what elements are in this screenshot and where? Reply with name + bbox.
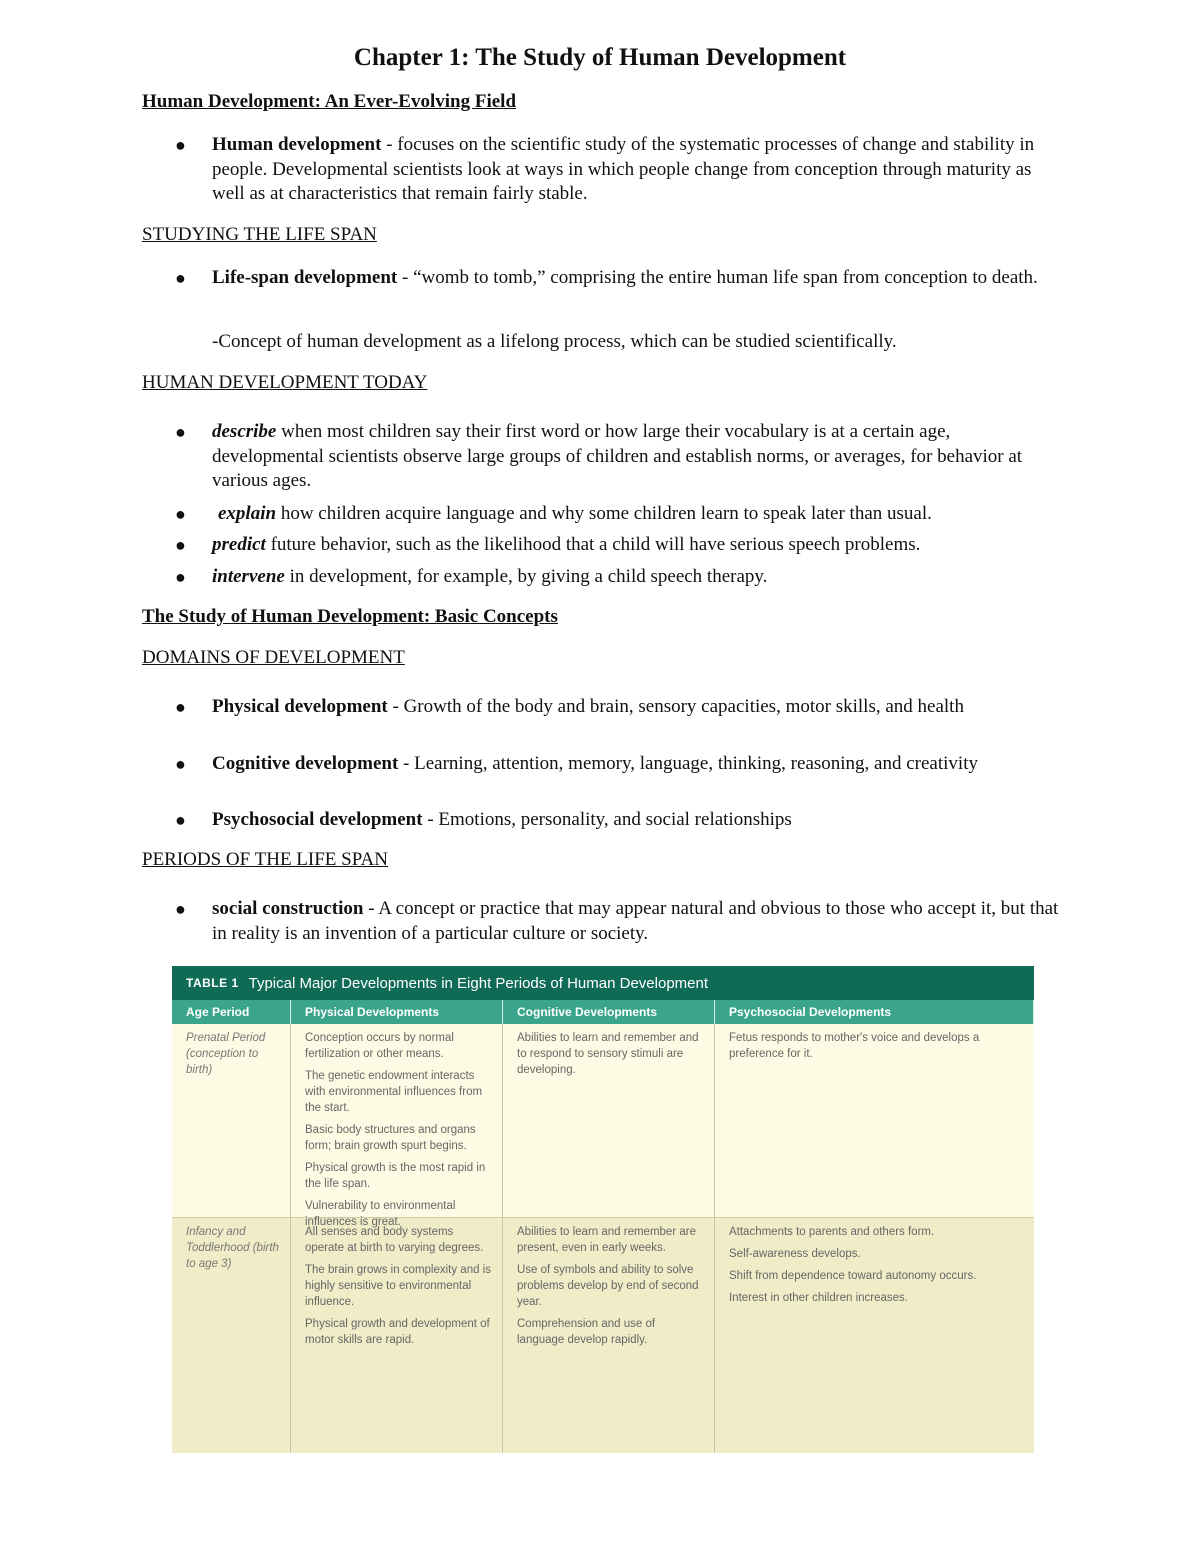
table-cell-cognitive (503, 1024, 715, 1217)
cell-line: Fetus responds to mother's voice and develops a preference for it. (729, 1032, 980, 1060)
cell-line: Conception occurs by normal fertilization or other means. (305, 1032, 454, 1060)
table-title-bar (172, 966, 1034, 1000)
definition: when most children say their first word or how large their vocabulary is at a certain age, developmental scientists observe large groups of children and establish norms, or averages, for behavior at various ages. (212, 421, 1023, 491)
cell-line: Basic body structures and organs form; brain growth spurt begins. (305, 1124, 476, 1152)
definition: - “womb to tomb,” comprising the entire human life span from conception to death. (397, 267, 1038, 288)
bullet-icon: ● (175, 697, 186, 717)
list-item-social-construction (175, 897, 1062, 946)
definition: in development, for example, by giving a child speech therapy. (284, 566, 768, 587)
cell-line: Comprehension and use of language develop rapidly. (517, 1318, 656, 1346)
bullet-icon: ● (175, 422, 186, 442)
bullet-icon: ● (175, 899, 186, 919)
cell-line: Use of symbols and ability to solve problems develop by end of second year. (517, 1264, 699, 1308)
cell-line: Interest in other children increases. (729, 1292, 908, 1304)
bullet-icon: ● (175, 567, 186, 587)
section-heading-field: Human Development: An Ever-Evolving Field (142, 91, 517, 112)
definition: - Emotions, personality, and social relationships (422, 809, 792, 830)
definition: - Learning, attention, memory, language, thinking, reasoning, and creativity (398, 753, 978, 774)
definition: future behavior, such as the likelihood that a child will have serious speech problems. (265, 534, 921, 555)
table-header-cell: Age Period (172, 1000, 291, 1024)
list-item-explain (175, 502, 1062, 527)
cell-line: All senses and body systems operate at birth to varying degrees. (305, 1226, 484, 1254)
cell-line: Shift from dependence toward autonomy occurs. (729, 1270, 977, 1282)
table-cell-physical (291, 1218, 503, 1453)
cell-line: Physical growth is the most rapid in the life span. (305, 1162, 486, 1190)
bullet-icon: ● (175, 135, 186, 155)
table-cell-psychosocial (715, 1218, 1034, 1453)
table-cell-cognitive (503, 1218, 715, 1453)
term: intervene (212, 566, 285, 587)
bullet-icon: ● (175, 268, 186, 288)
table-label: TABLE 1 (186, 976, 239, 990)
cell-line: The brain grows in complexity and is highly sensitive to environmental influence. (305, 1264, 491, 1308)
table-header-cell: Psychosocial Developments (715, 1000, 1034, 1024)
cell-line: Abilities to learn and remember are present, even in early weeks. (517, 1226, 696, 1254)
list-item-predict (175, 533, 1062, 558)
table-row (172, 1218, 1034, 1453)
table-row (172, 1024, 1034, 1228)
development-table-image (172, 966, 1034, 1452)
list-item-describe (175, 420, 1062, 494)
list-item-human-development (175, 133, 1062, 207)
list-item-psychosocial-development (175, 808, 1062, 833)
bullet-icon: ● (175, 504, 186, 524)
cell-line: Physical growth and development of motor skills are rapid. (305, 1318, 490, 1346)
subheading-domains: DOMAINS OF DEVELOPMENT (142, 647, 405, 668)
term: Cognitive development (212, 753, 399, 774)
definition: how children acquire language and why some children learn to speak later than usual. (276, 503, 932, 524)
bullet-icon: ● (175, 535, 186, 555)
table-header-cell: Physical Developments (291, 1000, 503, 1024)
bullet-icon: ● (175, 810, 186, 830)
cell-line: Abilities to learn and remember and to respond to sensory stimuli are developing. (517, 1032, 699, 1076)
list-item-intervene (175, 565, 1062, 590)
table-cell-physical (291, 1024, 503, 1228)
table-title: Typical Major Developments in Eight Periods of Human Development (248, 974, 709, 992)
term: Physical development (212, 696, 388, 717)
cell-line: Self-awareness develops. (729, 1248, 861, 1260)
subheading-periods: PERIODS OF THE LIFE SPAN (142, 849, 388, 870)
list-item-cognitive-development (175, 752, 1062, 777)
list-item-life-span-development (175, 266, 1062, 291)
page-title: Chapter 1: The Study of Human Development (353, 44, 847, 71)
term: explain (218, 503, 277, 524)
bullet-icon: ● (175, 754, 186, 774)
term: predict (212, 534, 266, 555)
table-cell-age: Infancy and Toddlerhood (birth to age 3) (172, 1218, 291, 1453)
table-cell-psychosocial (715, 1024, 1034, 1217)
term: social construction (212, 898, 364, 919)
table-header-row (172, 1000, 1034, 1024)
term: Human development (212, 134, 382, 155)
table-cell-age: Prenatal Period (conception to birth) (172, 1024, 291, 1217)
table-header-cell: Cognitive Developments (503, 1000, 715, 1024)
cell-line: Vulnerability to environmental influences is great. (305, 1200, 456, 1228)
note-lifelong-process: -Concept of human development as a lifelong process, which can be studied scientifically. (212, 331, 897, 352)
section-heading-basic-concepts: The Study of Human Development: Basic Concepts (142, 606, 558, 627)
list-item-physical-development (175, 695, 1062, 720)
cell-line: Attachments to parents and others form. (729, 1226, 935, 1238)
definition: - focuses on the scientific study of the systematic processes of change and stability in people. Developmental scientists look at ways in which people change from conception through maturity as well as at characteristics that remain fairly stable. (212, 134, 1035, 204)
subheading-human-development-today: HUMAN DEVELOPMENT TODAY (142, 372, 428, 393)
term: Life-span development (212, 267, 398, 288)
cell-line: The genetic endowment interacts with environmental influences from the start. (305, 1070, 483, 1114)
term: describe (212, 421, 277, 442)
term: Psychosocial development (212, 809, 423, 830)
definition: - Growth of the body and brain, sensory capacities, motor skills, and health (387, 696, 964, 717)
subheading-studying-life-span: STUDYING THE LIFE SPAN (142, 224, 377, 245)
definition: - A concept or practice that may appear natural and obvious to those who accept it, but that in reality is an invention of a particular culture or society. (212, 898, 1059, 944)
